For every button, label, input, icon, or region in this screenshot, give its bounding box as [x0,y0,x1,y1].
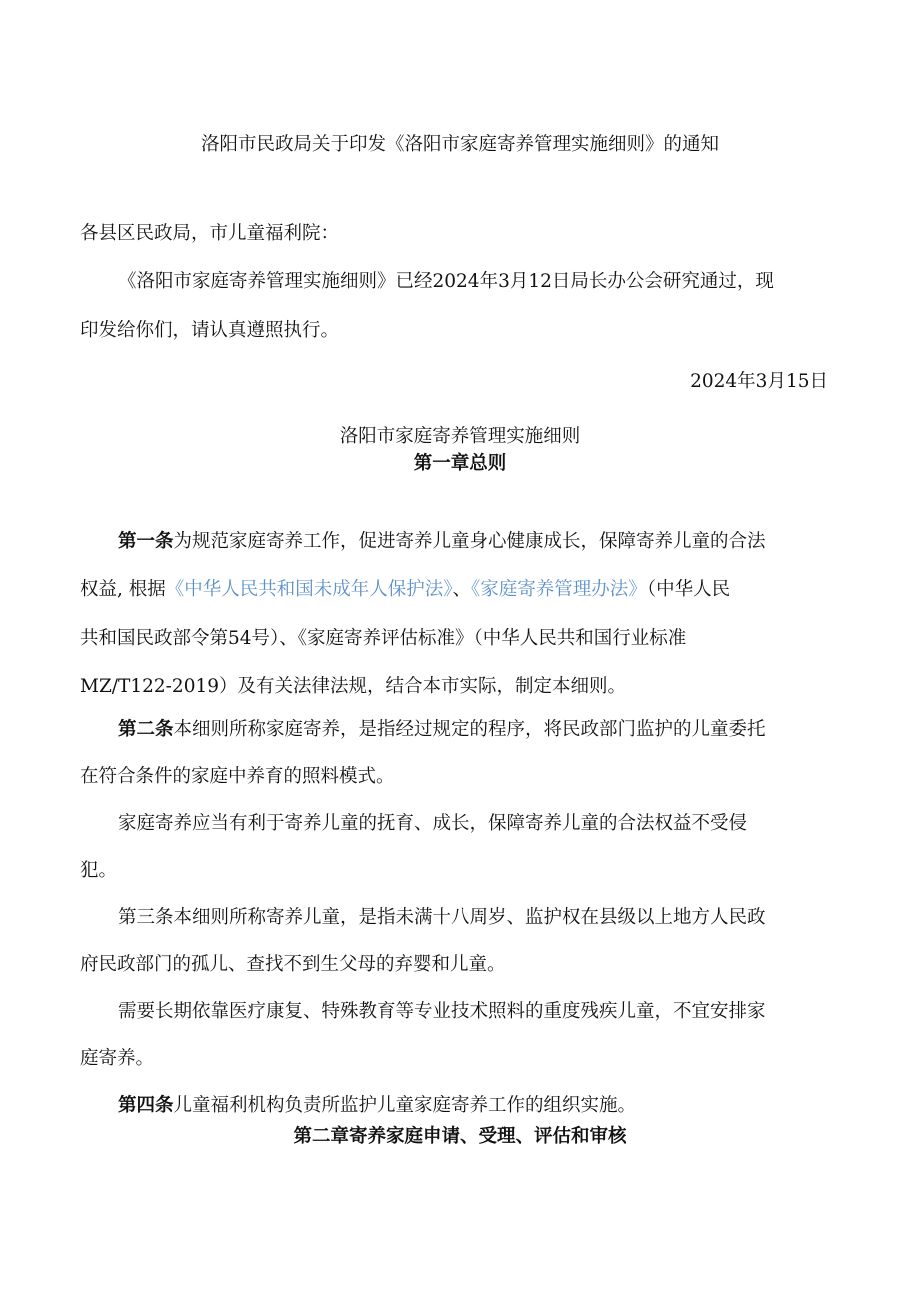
recipients: 各县区民政局，市儿童福利院： [80,223,340,244]
minor-protection-law-link[interactable]: 《中华人民共和国未成年人保护法》 [165,579,453,600]
article-1-line-2 [80,578,730,602]
link-separator: 、 [452,579,472,600]
notice-title: 洛阳市民政局关于印发《洛阳市家庭寄养管理实施细则》的通知 [200,134,719,155]
notice-body-line-2: 印发给你们，请认真遵照执行。 [80,320,340,341]
article-3-line-2: 府民政部门的孤儿、查找不到生父母的弃婴和儿童。 [80,954,506,975]
article-1-text: 为规范家庭寄养工作，促进寄养儿童身心健康成长，保障寄养儿童的合法 [173,531,766,552]
article-1-label: 第一条 [118,531,174,552]
foster-paragraph-line-2: 犯。 [80,860,118,881]
article-4-label: 第四条 [118,1095,174,1116]
article-1-line-1 [118,530,766,554]
article-2-label: 第二条 [118,719,174,740]
article-1-line-3: 共和国民政部令第54号）、《家庭寄养评估标准》（中华人民共和国行业标准 [80,628,687,649]
article-2-line-2: 在符合条件的家庭中养育的照料模式。 [80,766,395,787]
article-4-text: 儿童福利机构负责所监护儿童家庭寄养工作的组织实施。 [173,1095,637,1116]
article-2-text: 本细则所称家庭寄养，是指经过规定的程序，将民政部门监护的儿童委托 [173,719,766,740]
article-4-line [118,1094,636,1118]
article-3-line-1: 第三条本细则所称寄养儿童，是指未满十八周岁、监护权在县级以上地方人民政 [118,907,766,928]
disabled-paragraph-line-1: 需要长期依靠医疗康复、特殊教育等专业技术照料的重度残疾儿童，不宜安排家 [118,1001,766,1022]
foster-care-measures-link[interactable]: 《家庭寄养管理办法》 [471,579,647,600]
disabled-paragraph-line-2: 庭寄养。 [80,1048,155,1069]
article-2-line-1 [118,718,766,742]
article-1-line-4: MZ/T122-2019）及有关法律法规，结合本市实际，制定本细则。 [80,676,627,697]
chapter-2-title: 第二章寄养家庭申请、受理、评估和审核 [293,1126,627,1147]
notice-body-line-1: 《洛阳市家庭寄养管理实施细则》已经2024年3月12日局长办公会研究通过，现 [118,271,774,292]
notice-date: 2024年3月15日 [690,371,828,392]
chapter-1-title: 第一章总则 [413,453,507,474]
foster-paragraph-line-1: 家庭寄养应当有利于寄养儿童的抚育、成长，保障寄养儿童的合法权益不受侵 [118,813,748,834]
article-1-text-post: （中华人民 [646,579,731,600]
rules-title: 洛阳市家庭寄养管理实施细则 [339,426,581,447]
article-1-text-pre: 权益, 根据 [80,579,166,600]
